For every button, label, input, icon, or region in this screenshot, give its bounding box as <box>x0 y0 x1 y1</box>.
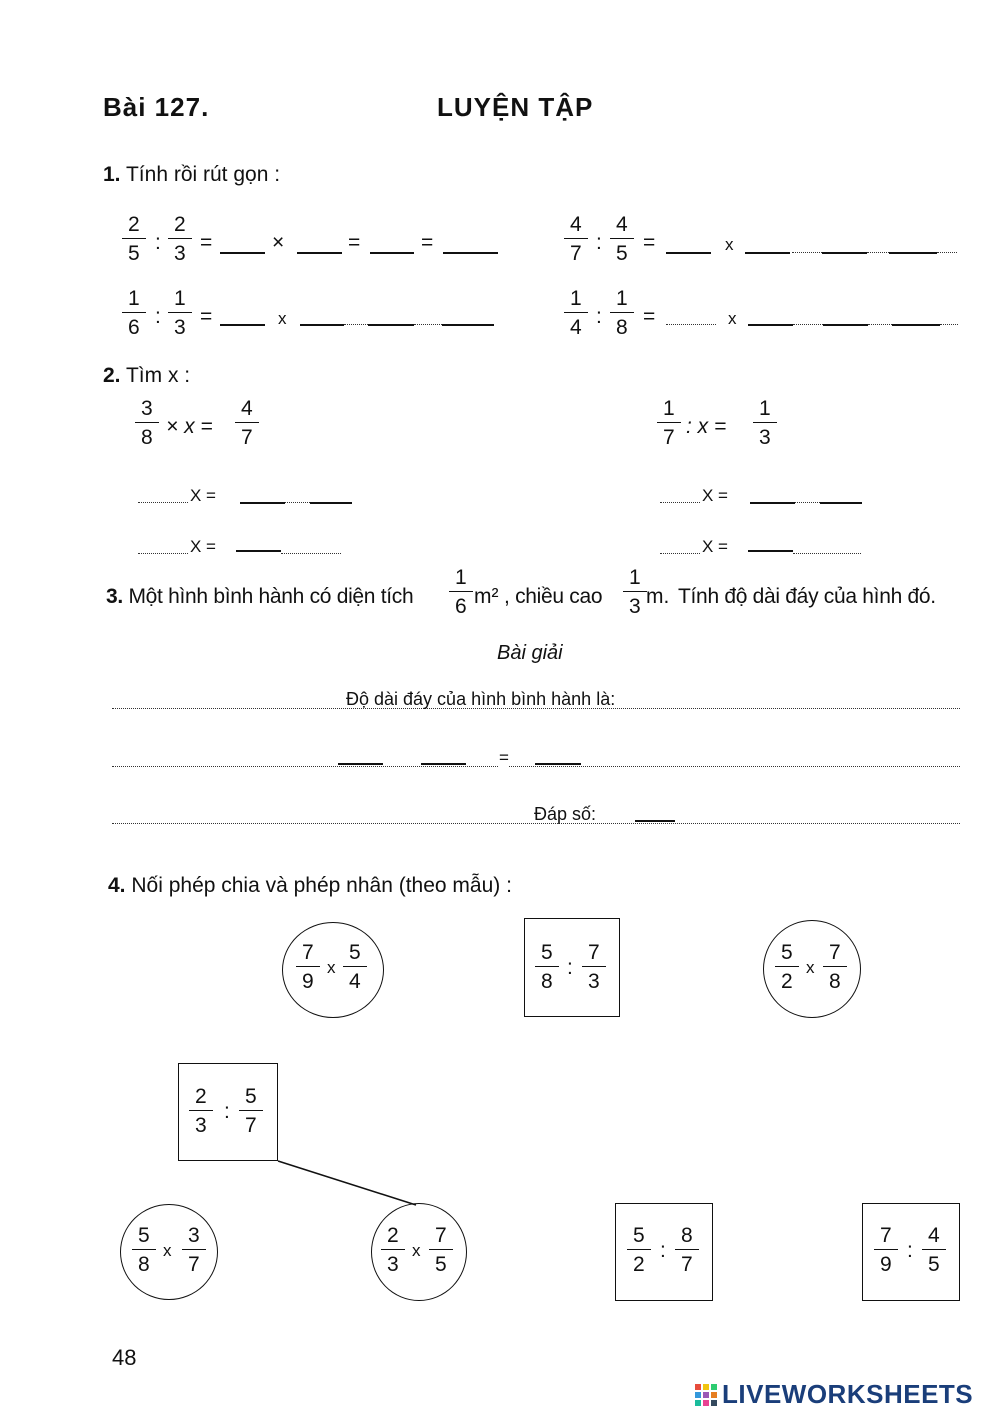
lesson-number: Bài 127. <box>103 92 210 122</box>
q2-right-line1-prefix: X = <box>702 486 728 505</box>
q4-top-box-fraction-a: $\frac{5}{8}$ <box>538 942 556 992</box>
q1-item3-fraction-b: $\frac{1}{3}$ <box>171 288 189 338</box>
q1-item4-equals: = <box>643 305 656 328</box>
page-title: LUYỆN TẬP <box>437 92 594 122</box>
q4-bottom-circle-2-fraction-b: $\frac{7}{5}$ <box>432 1225 450 1275</box>
q4-top-circle-1-fraction-b: $\frac{5}{4}$ <box>346 942 364 992</box>
q4-bottom-circle-2-fraction-a: $\frac{2}{3}$ <box>384 1225 402 1275</box>
q2-right-fraction-b: $\frac{1}{3}$ <box>756 398 774 448</box>
q2-right-line2-prefix: X = <box>702 537 728 556</box>
q1-item3-colon: : <box>155 305 161 328</box>
q1-item2-x: x <box>725 235 734 254</box>
q1-item1-colon: : <box>155 231 161 254</box>
q1-item1-equals-3: = <box>421 231 434 254</box>
q2-left-fraction-b: $\frac{4}{7}$ <box>238 398 256 448</box>
q1-item2-fraction-b: $\frac{4}{5}$ <box>613 214 631 264</box>
q1-text: Tính rồi rút gọn : <box>125 163 281 186</box>
q1-label: 1. <box>103 163 121 186</box>
q4-bottom-box-1-fraction-b: $\frac{8}{7}$ <box>678 1225 696 1275</box>
q4-bottom-circle-1-fraction-a: $\frac{5}{8}$ <box>135 1225 153 1275</box>
q1-item2-fraction-a: $\frac{4}{7}$ <box>567 214 585 264</box>
q2-right-fraction-a: $\frac{1}{7}$ <box>660 398 678 448</box>
q4-bottom-box-2-colon: : <box>907 1239 913 1262</box>
q3-text-3: Tính độ dài đáy của hình đó. <box>678 585 936 608</box>
q4-bottom-box-1-colon: : <box>660 1239 666 1262</box>
q3-text-1: Một hình bình hành có diện tích <box>128 585 414 608</box>
q2-right-operator: : x = <box>686 415 727 438</box>
q4-top-circle-2-x: x <box>806 958 815 977</box>
q3-height-fraction: $\frac{1}{3}$ <box>626 567 644 617</box>
q4-bottom-box-2-fraction-b: $\frac{4}{5}$ <box>925 1225 943 1275</box>
q1-item3-equals: = <box>200 305 213 328</box>
q4-top-circle-1-x: x <box>327 958 336 977</box>
q1-item3-x: x <box>278 309 287 328</box>
q2-text: Tìm x : <box>125 364 191 387</box>
q4-top-box-fraction-b: $\frac{7}{3}$ <box>585 942 603 992</box>
q2-left-line2-prefix: X = <box>190 537 216 556</box>
q2-left-operator: × x = <box>166 415 213 438</box>
q3-answer-label: Đáp số: <box>534 804 597 824</box>
q4-bottom-circle-2-x: x <box>412 1241 421 1260</box>
q3-area-fraction: $\frac{1}{6}$ <box>452 567 470 617</box>
q3-area-unit: m² <box>474 585 499 608</box>
q4-sample-box-fraction-a: $\frac{2}{3}$ <box>192 1086 210 1136</box>
q1-item1-fraction-a: $\frac{2}{5}$ <box>125 214 143 264</box>
q4-bottom-box-1-fraction-a: $\frac{5}{2}$ <box>630 1225 648 1275</box>
q4-bottom-circle-1-x: x <box>163 1241 172 1260</box>
q1-item4-x: x <box>728 309 737 328</box>
q4-top-circle-2-fraction-b: $\frac{7}{8}$ <box>826 942 844 992</box>
q4-top-circle-1-fraction-a: $\frac{7}{9}$ <box>299 942 317 992</box>
q3-text-2: , chiều cao <box>504 585 603 608</box>
q3-solution-equals: = <box>499 748 509 767</box>
q4-top-box-colon: : <box>567 956 573 979</box>
q4-bottom-box-2-fraction-a: $\frac{7}{9}$ <box>877 1225 895 1275</box>
q1-item3-fraction-a: $\frac{1}{6}$ <box>125 288 143 338</box>
q3-solution-title: Bài giải <box>497 642 563 664</box>
q1-item4-colon: : <box>596 305 602 328</box>
liveworksheets-logo-icon <box>694 1383 718 1407</box>
q1-item2-equals: = <box>643 231 656 254</box>
q2-label: 2. <box>103 364 121 387</box>
q1-item1-equals-2: = <box>348 231 361 254</box>
q1-item1-equals: = <box>200 231 213 254</box>
q3-label: 3. <box>106 585 123 608</box>
q4-label: 4. <box>108 874 126 897</box>
q2-left-line1-prefix: X = <box>190 486 216 505</box>
q4-bottom-circle-1-fraction-b: $\frac{3}{7}$ <box>185 1225 203 1275</box>
liveworksheets-brand[interactable]: LIVEWORKSHEETS <box>722 1379 974 1409</box>
q1-item2-colon: : <box>596 231 602 254</box>
q4-sample-box-colon: : <box>224 1100 230 1123</box>
q4-top-circle-2-fraction-a: $\frac{5}{2}$ <box>778 942 796 992</box>
q1-item4-fraction-b: $\frac{1}{8}$ <box>613 288 631 338</box>
q1-item4-fraction-a: $\frac{1}{4}$ <box>567 288 585 338</box>
page-number: 48 <box>112 1345 137 1370</box>
q1-item1-times: × <box>272 231 285 254</box>
q3-height-unit: m. <box>646 585 670 608</box>
q3-solution-line1-text: Độ dài đáy của hình bình hành là: <box>346 689 616 709</box>
q2-left-fraction-a: $\frac{3}{8}$ <box>138 398 156 448</box>
q4-text: Nối phép chia và phép nhân (theo mẫu) : <box>131 874 512 897</box>
q4-sample-box-fraction-b: $\frac{5}{7}$ <box>242 1086 260 1136</box>
q1-item1-fraction-b: $\frac{2}{3}$ <box>171 214 189 264</box>
